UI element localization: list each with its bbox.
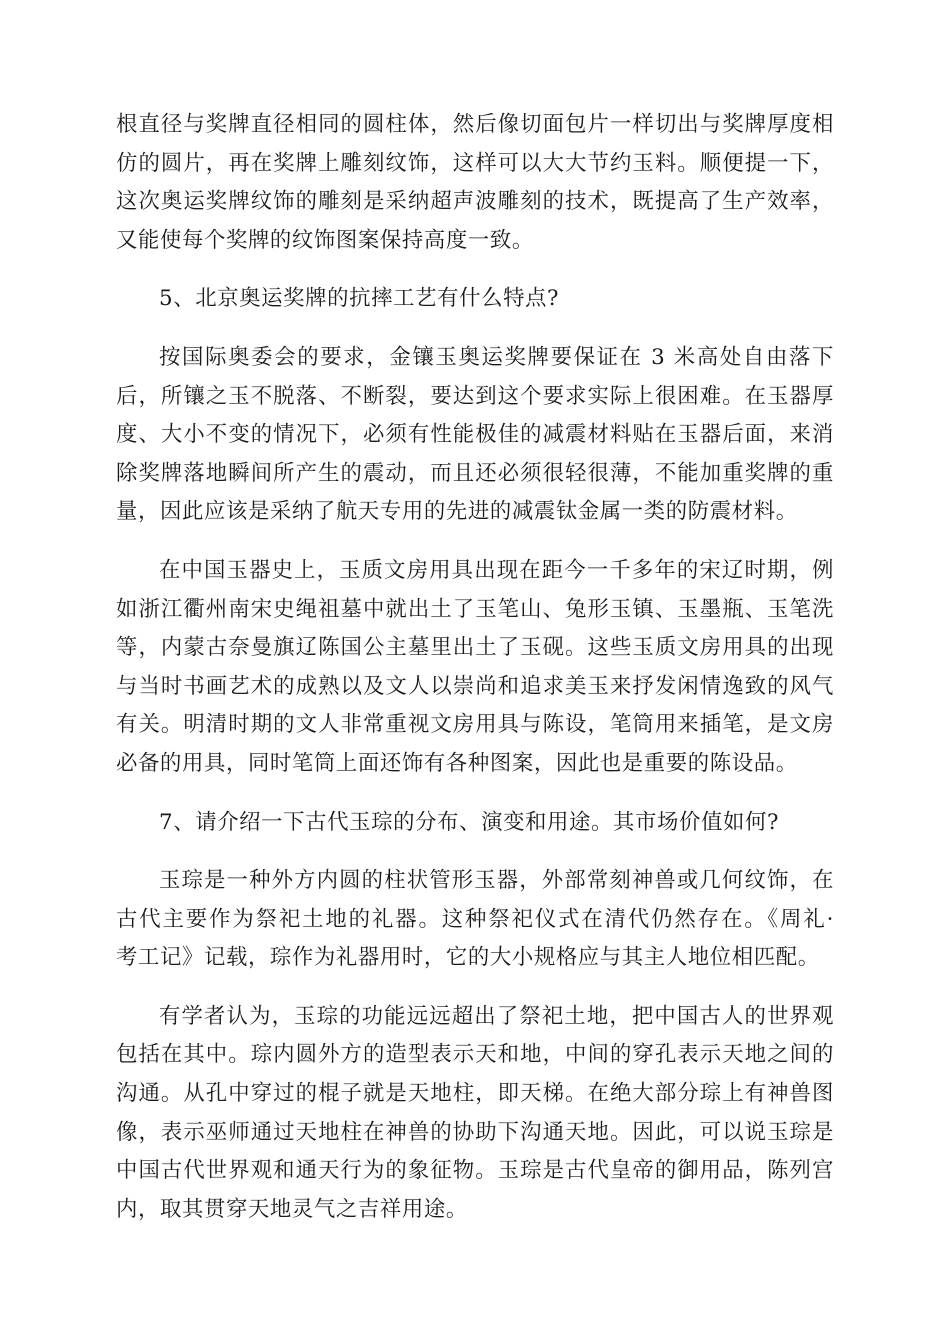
document-page — [116, 106, 834, 1229]
paragraph-jade-stationery — [116, 552, 834, 784]
text-line: 后，所镶之玉不脱落、不断裂，要达到这个要求实际上很困难。在玉器厚 — [116, 383, 834, 409]
text-line: 必备的用具，同时笔筒上面还饰有各种图案，因此也是重要的陈设品。 — [116, 750, 798, 776]
text-line: 考工记》记载，琮作为礼器用时，它的大小规格应与其主人地位相匹配。 — [116, 945, 820, 971]
paragraph-jade-cutting — [116, 106, 834, 260]
paragraph-jade-cong-intro — [116, 862, 834, 978]
text-line: 有关。明清时期的文人非常重视文房用具与陈设，笔筒用来插笔，是文房 — [116, 712, 834, 738]
text-line: 除奖牌落地瞬间所产生的震动，而且还必须很轻很薄，不能加重奖牌的重 — [116, 460, 834, 486]
heading-text: 7、请介绍一下古代玉琮的分布、演变和用途。其市场价值如何? — [159, 809, 780, 835]
text-line: 按国际奥委会的要求，金镶玉奥运奖牌要保证在 3 米高处自由落下 — [159, 344, 834, 370]
paragraph-drop-resistance — [116, 339, 834, 532]
text-line: 又能使每个奖牌的纹饰图案保持高度一致。 — [116, 227, 534, 253]
question-heading-7 — [116, 804, 834, 843]
text-line: 等，内蒙古奈曼旗辽陈国公主墓里出土了玉砚。这些玉质文房用具的出现 — [116, 635, 834, 661]
text-line: 如浙江衢州南宋史绳祖墓中就出土了玉笔山、兔形玉镇、玉墨瓶、玉笔洗 — [116, 596, 834, 622]
text-line: 仿的圆片，再在奖牌上雕刻纹饰，这样可以大大节约玉料。顺便提一下， — [116, 150, 834, 176]
text-line: 这次奥运奖牌纹饰的雕刻是采纳超声波雕刻的技术，既提高了生产效率， — [116, 189, 834, 215]
heading-text: 5、北京奥运奖牌的抗摔工艺有什么特点? — [159, 286, 560, 312]
text-line: 玉琮是一种外方内圆的柱状管形玉器，外部常刻神兽或几何纹饰，在 — [159, 868, 834, 894]
text-line: 包括在其中。琮内圆外方的造型表示天和地，中间的穿孔表示天地之间的 — [116, 1042, 834, 1068]
text-line: 量，因此应该是采纳了航天专用的先进的减震钛金属一类的防震材料。 — [116, 499, 798, 525]
text-line: 在中国玉器史上，玉质文房用具出现在距今一千多年的宋辽时期，例 — [159, 557, 834, 583]
paragraph-jade-cong-meaning — [116, 998, 834, 1230]
text-line: 有学者认为，玉琮的功能远远超出了祭祀土地，把中国古人的世界观 — [159, 1003, 834, 1029]
question-heading-5 — [116, 280, 834, 319]
text-line: 内，取其贯穿天地灵气之吉祥用途。 — [116, 1196, 468, 1222]
text-line: 度、大小不变的情况下，必须有性能极佳的减震材料贴在玉器后面，来消 — [116, 422, 834, 448]
text-line: 与当时书画艺术的成熟以及文人以崇尚和追求美玉来抒发闲情逸致的风气 — [116, 673, 834, 699]
text-line: 中国古代世界观和通天行为的象征物。玉琮是古代皇帝的御用品，陈列宫 — [116, 1158, 834, 1184]
text-line: 沟通。从孔中穿过的棍子就是天地柱，即天梯。在绝大部分琮上有神兽图 — [116, 1081, 834, 1107]
text-line: 像，表示巫师通过天地柱在神兽的协助下沟通天地。因此，可以说玉琮是 — [116, 1119, 834, 1145]
text-line: 根直径与奖牌直径相同的圆柱体，然后像切面包片一样切出与奖牌厚度相 — [116, 112, 834, 137]
text-line: 古代主要作为祭祀土地的礼器。这种祭祀仪式在清代仍然存在。《周礼· — [116, 906, 834, 932]
